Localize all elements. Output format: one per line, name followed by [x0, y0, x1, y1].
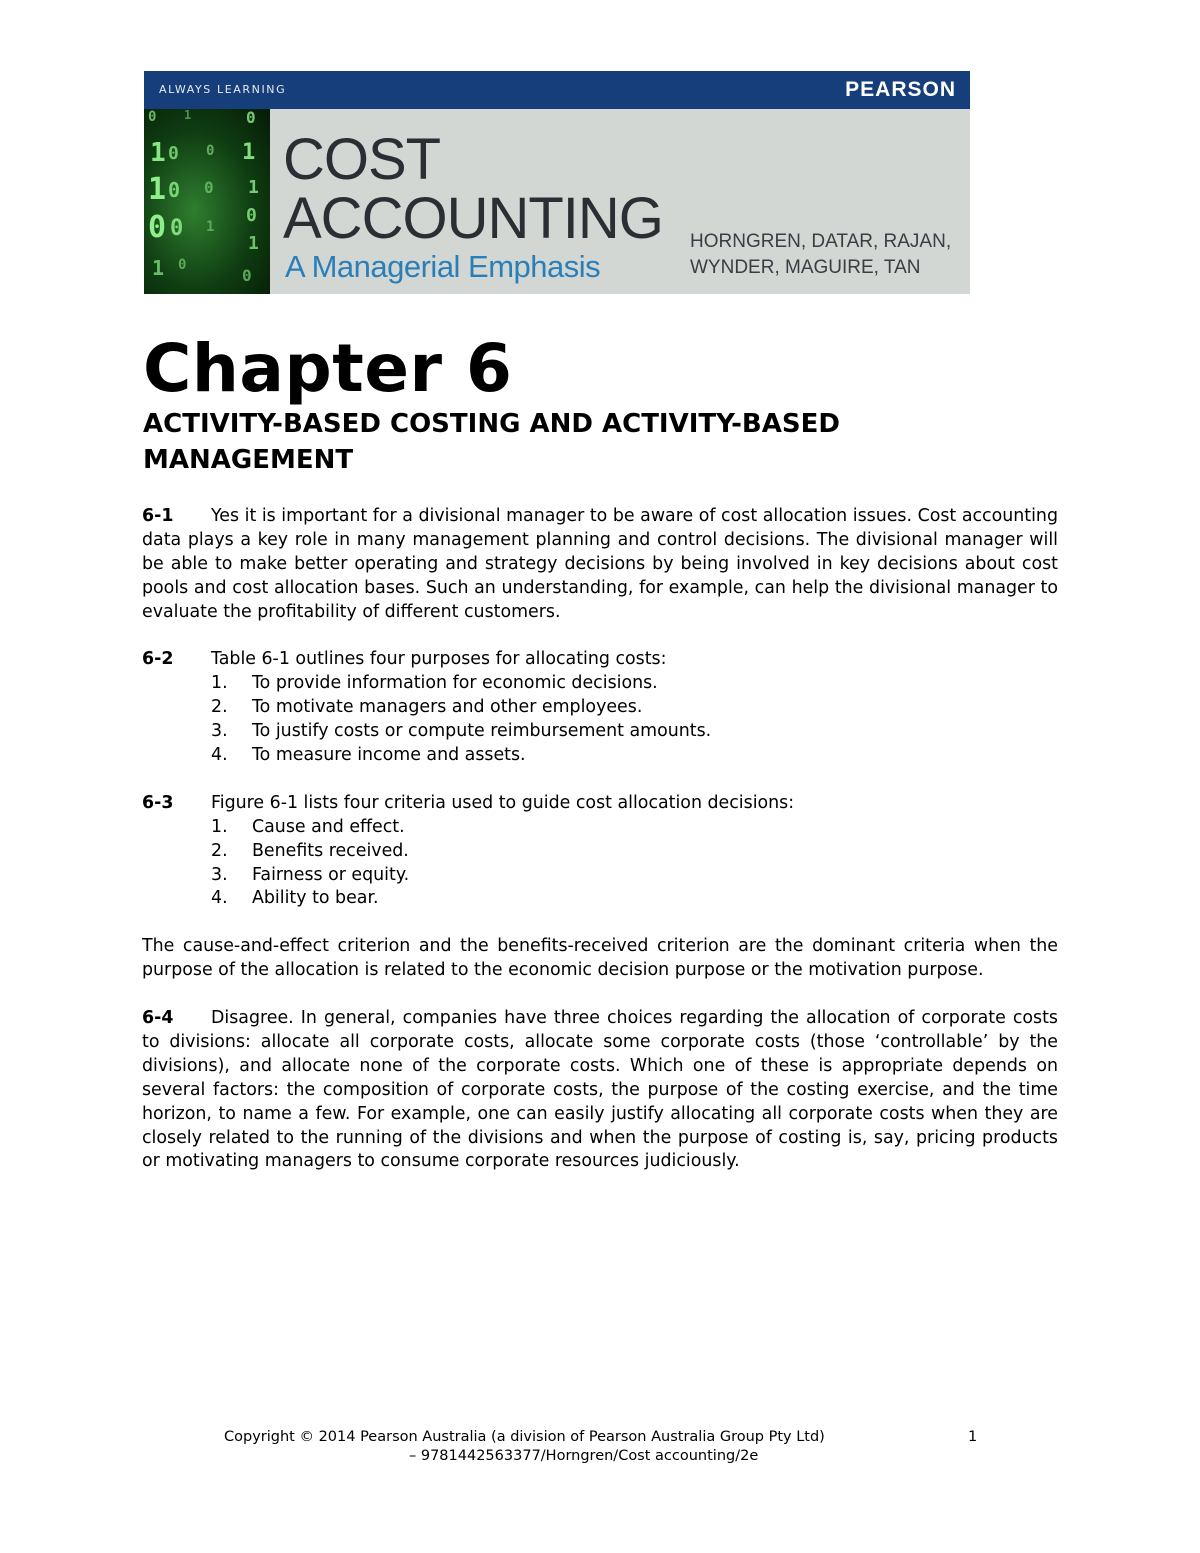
list-text: To provide information for economic decisions.: [252, 673, 658, 694]
svg-text:1: 1: [150, 138, 166, 168]
answer-lead: [142, 648, 1058, 672]
book-authors: [690, 229, 960, 281]
svg-text:0: 0: [178, 257, 187, 273]
purposes-list: [142, 672, 1058, 768]
question-number: 6-4: [142, 1007, 174, 1028]
binary-digits-icon: [144, 109, 270, 294]
list-item: [142, 840, 1058, 864]
list-text: Cause and effect.: [252, 816, 405, 837]
book-cover-banner: [144, 71, 970, 294]
list-text: To measure income and assets.: [252, 745, 526, 766]
svg-text:1: 1: [148, 172, 167, 207]
list-number: 3.: [211, 864, 228, 885]
list-item: [142, 744, 1058, 768]
svg-text:0: 0: [168, 143, 179, 164]
list-item: [142, 887, 1058, 911]
criteria-list: [142, 816, 1058, 912]
binary-digits-image: [144, 109, 270, 294]
answer-lead-text: Table 6-1 outlines four purposes for allocating costs:: [211, 649, 667, 670]
publisher-logo: PEARSON: [845, 78, 956, 101]
svg-text:1: 1: [248, 177, 259, 198]
list-number: 1.: [211, 673, 228, 694]
footer-copyright: Copyright © 2014 Pearson Australia (a division of Pearson Australia Group Pty Ltd): [224, 1429, 825, 1445]
list-number: 3.: [211, 721, 228, 742]
question-number: 6-3: [142, 792, 174, 813]
svg-text:1: 1: [242, 140, 256, 165]
list-text: Ability to bear.: [252, 888, 379, 909]
svg-text:0: 0: [242, 266, 252, 285]
answer-6-1: [142, 505, 1058, 625]
list-item: [142, 864, 1058, 888]
tagline: ALWAYS LEARNING: [159, 83, 287, 96]
svg-text:0: 0: [246, 205, 257, 226]
svg-text:0: 0: [148, 109, 157, 125]
list-number: 1.: [211, 816, 228, 837]
svg-text:0: 0: [206, 143, 215, 159]
list-item: [142, 672, 1058, 696]
document-body: [142, 505, 1058, 1198]
svg-text:0: 0: [168, 178, 181, 202]
answer-text: Yes it is important for a divisional manager to be aware of cost allocation issues. Cost accounting data plays a key role in many management planning and control decisions. The divisional manager will be able to make better operating and strategy decisions by being involved in key decisions about cost pools and cost allocation bases. Such an understanding, for example, can help the divisional manager to evaluate the profitability of different customers.: [142, 506, 1058, 622]
list-item: [142, 696, 1058, 720]
authors-line2: WYNDER, MAGUIRE, TAN: [690, 257, 921, 278]
answer-6-3-followup: The cause-and-effect criterion and the benefits-received criterion are the dominant criteria when the purpose of the allocation is related to the economic decision purpose or the motivation purpose.: [142, 936, 1058, 981]
list-number: 2.: [211, 840, 228, 861]
book-subtitle: A Managerial Emphasis: [285, 249, 601, 284]
svg-text:1: 1: [206, 219, 215, 235]
svg-text:0: 0: [204, 178, 214, 197]
svg-text:0: 0: [148, 210, 167, 245]
question-number: 6-1: [142, 506, 174, 526]
answer-6-4: [142, 1007, 1058, 1174]
answer-lead-text: Figure 6-1 lists four criteria used to guide cost allocation decisions:: [211, 792, 795, 813]
list-item: [142, 816, 1058, 840]
answer-lead: [142, 792, 1058, 816]
authors-line1: HORNGREN, DATAR, RAJAN,: [690, 231, 952, 252]
list-number: 2.: [211, 697, 228, 718]
chapter-title: Chapter 6: [143, 330, 513, 407]
svg-text:1: 1: [152, 256, 165, 280]
answer-text: Disagree. In general, companies have three choices regarding the allocation of corporate costs to divisions: allocate all corporate costs, allocate some corporate costs (those ‘controllable’ by the divisions), and allocate none of the corporate costs. Which one of these is appropriate depends on several factors: the composition of corporate costs, the purpose of the costing exercise, and the time horizon, to name a few. For example, one can easily justify allocating all corporate costs when they are closely related to the running of the divisions and when the purpose of costing is, say, pricing products or motivating managers to consume corporate resources judiciously.: [142, 1007, 1058, 1172]
book-title-line2: ACCOUNTING: [283, 186, 663, 251]
page-number: 1: [968, 1429, 978, 1445]
list-number: 4.: [211, 745, 228, 766]
svg-text:0: 0: [170, 216, 184, 241]
book-title-line1: COST: [283, 127, 441, 192]
list-item: [142, 720, 1058, 744]
list-number: 4.: [211, 888, 228, 909]
svg-text:1: 1: [248, 233, 259, 254]
answer-6-2: [142, 648, 1058, 768]
footer-isbn: – 9781442563377/Horngren/Cost accounting/2e: [409, 1448, 759, 1464]
chapter-subtitle: ACTIVITY-BASED COSTING AND ACTIVITY-BASED MANAGEMENT: [143, 409, 840, 475]
answer-6-3: [142, 792, 1058, 912]
question-number: 6-2: [142, 649, 174, 670]
banner-top-bar: [144, 71, 970, 109]
svg-text:1: 1: [184, 109, 192, 122]
list-text: Benefits received.: [252, 840, 409, 861]
svg-text:0: 0: [246, 109, 256, 127]
list-text: Fairness or equity.: [252, 864, 410, 885]
list-text: To motivate managers and other employees.: [252, 697, 643, 718]
list-text: To justify costs or compute reimbursement amounts.: [252, 721, 712, 742]
